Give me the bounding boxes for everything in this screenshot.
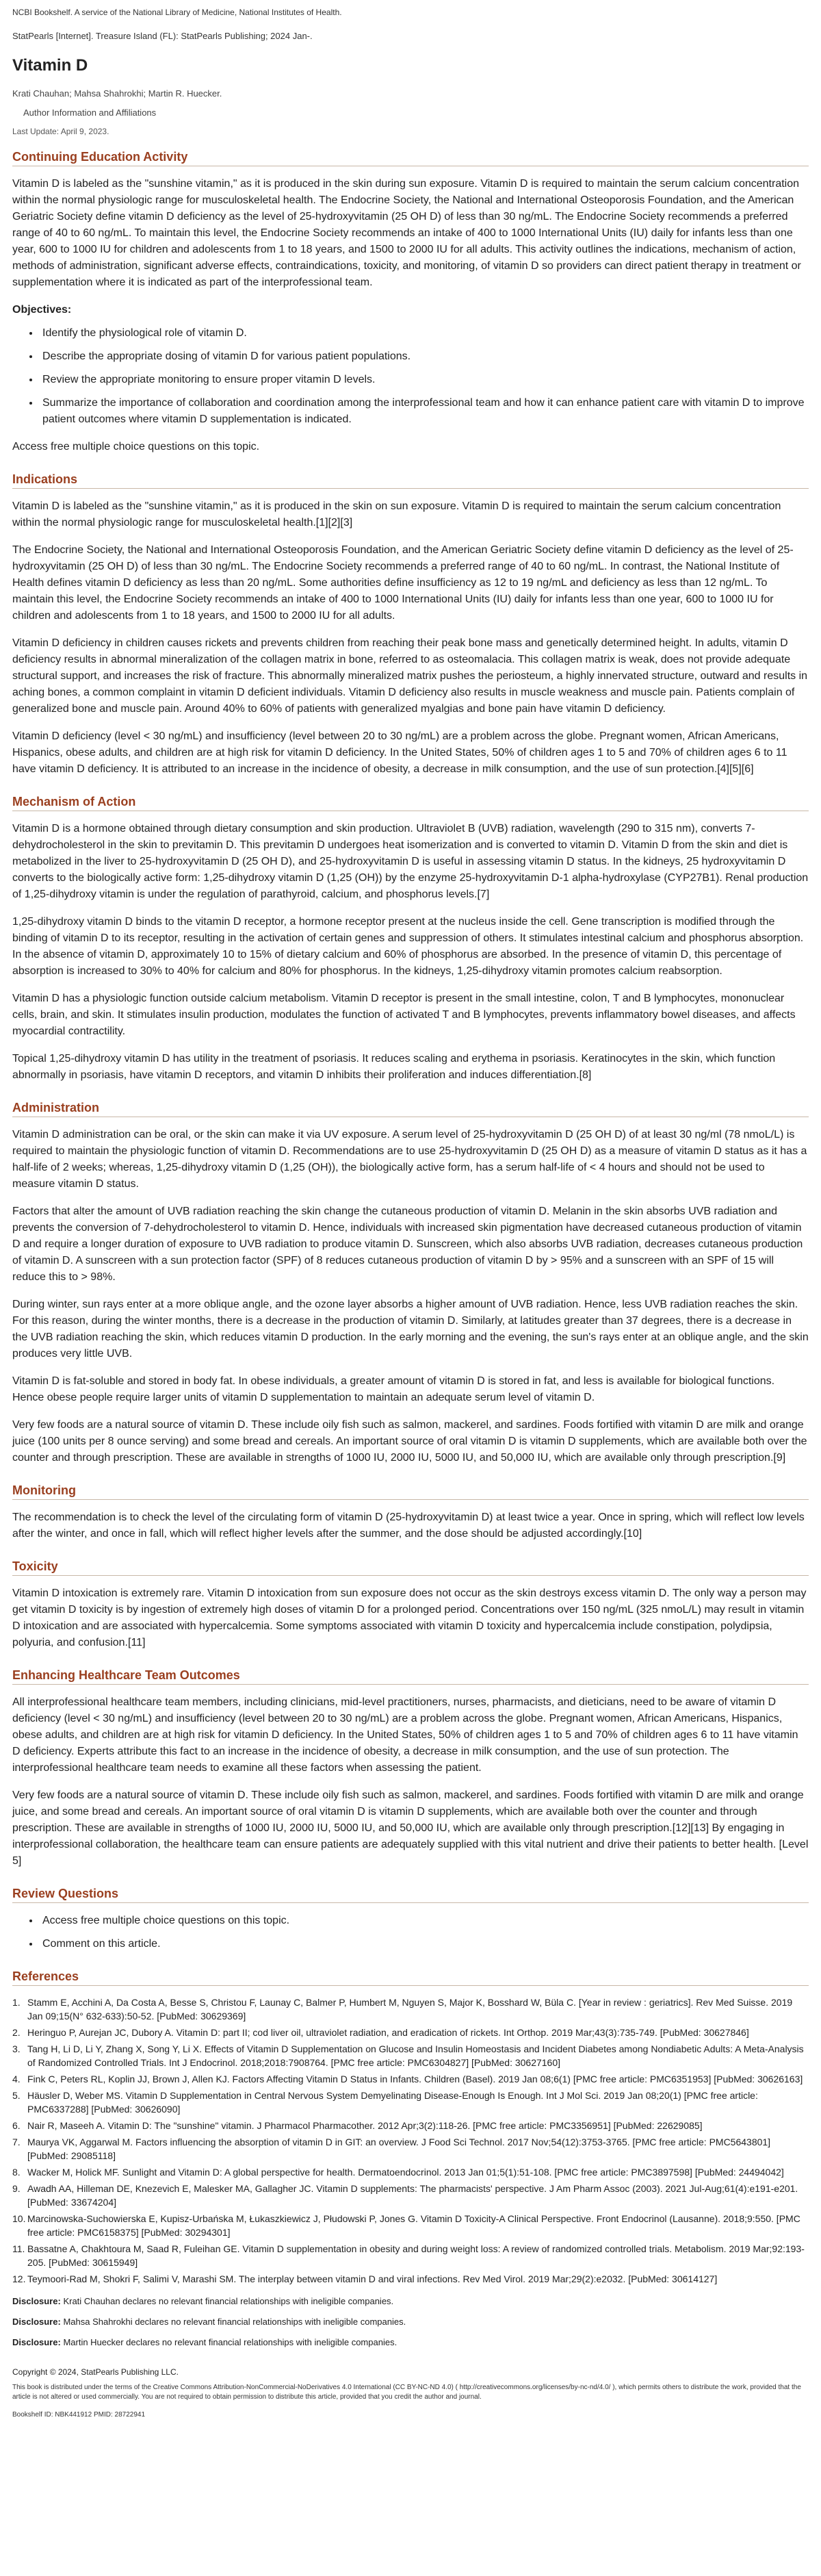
objectives-label: Objectives: [12,304,72,316]
disclosure [12,2316,809,2328]
copyright: Copyright © 2024, StatPearls Publishing LLC. [12,2367,179,2377]
disclosure-label: Disclosure: [12,2337,61,2347]
references-list [12,1995,809,2286]
section-heading-indications: Indications [12,472,809,489]
access-questions-link[interactable]: Access free multiple choice questions on this topic. [12,441,260,452]
paragraph: The recommendation is to check the level of the circulating form of vitamin D (25-hydroxyvitamin D) at least twice a year. Once in spring, which will reflect low levels after the winter, and once in fall, which will reflect higher levels after the summer, and the dose should be adjusted accordingly.[10] [12,1512,805,1540]
reference-item [12,2182,809,2209]
reference-text[interactable]: Fink C, Peters RL, Koplin JJ, Brown J, Allen KJ. Factors Affecting Vitamin D Status in Infants. Children (Basel). 2019 Jan 08;6(1) [PMC free article: PMC6351953] [PubMed: 30626163] [27,2074,803,2084]
objective-item: • Review the appropriate monitoring to ensure proper vitamin D levels. [40,372,809,388]
section-heading-toxicity: Toxicity [12,1559,809,1576]
page-title: Vitamin D [12,56,88,75]
reference-number: 3. [12,2043,21,2054]
paragraph: All interprofessional healthcare team members, including clinicians, mid-level practitioners, nurses, pharmacists, and dieticians, need to be aware of vitamin D deficiency (level < 30 ng/mL) and insufficiency (level between 20 to 30 ng/mL) are a problem across the globe. Pregnant women, African Americans, Hispanics, obese adults, and children are at high risk for vitamin D deficiency. In the United States, 50% of children ages 1 to 5 and 70% of children ages 6 to 11 have vitamin D deficiency. Experts attribute this fact to an increase in the incidence of obesity, a decrease in milk consumption, and the use of sun protection. The interprofessional healthcare team needs to examine all these factors when assessing the patient. [12,1696,798,1774]
book-series: StatPearls [Internet]. Treasure Island (FL): StatPearls Publishing; 2024 Jan-. [12,31,313,41]
disclosure-label: Disclosure: [12,2296,61,2306]
review-questions-list [40,1913,809,1952]
reference-item [12,2272,809,2286]
paragraph: Factors that alter the amount of UVB radiation reaching the skin change the cutaneous production of vitamin D. Melanin in the skin absorbs UVB radiation and prevents the conversion of 7-dehydrocholesterol to vitamin D. Hence, individuals with increased skin pigmentation have decreased cutaneous production of vitamin D and require a longer duration of exposure to UVB radiation to produce vitamin D. Sunscreen, which also absorbs UVB radiation, decreases cutaneous production of vitamin D. A sunscreen with a sun protection factor (SPF) of 8 reduces cutaneous production of vitamin D by > 95% and a sunscreen with an SPF of 15 will reduce this to > 98%. [12,1206,803,1283]
reference-text[interactable]: Teymoori-Rad M, Shokri F, Salimi V, Marashi SM. The interplay between vitamin D and viral infections. Rev Med Virol. 2019 Mar;29(2):e2032. [PubMed: 30614127] [27,2273,718,2284]
reference-item [12,2026,809,2039]
reference-number: 6. [12,2120,21,2131]
paragraph: Very few foods are a natural source of vitamin D. These include oily fish such as salmon, mackerel, and sardines. Foods fortified with vitamin D are milk and orange juice, and some bread and cereals. An important source of oral vitamin D is vitamin D supplements, which are available both over the counter and through prescription. These are available in strengths of 1000 IU, 2000 IU, 5000 IU, and 50,000 IU, which are available only through prescription.[12][13] By engaging in interprofessional collaboration, the healthcare team can ensure patients are adequately supplied with this vital nutrient and drive their patients to better health. [Level 5] [12,1789,809,1867]
reference-number: 2. [12,2027,21,2038]
license-text: This book is distributed under the terms of the Creative Commons Attribution-NonCommercial-NoDerivatives 4.0 International (CC BY-NC-ND 4.0) ( http://creativecommons.org/licenses/by-nc-nd/4.0/ ), which permits others to distribute the work, provided that the article is not altered or used commercially. You are not required to obtain permission to distribute this article, provided that you credit the author and journal. [12,2384,801,2401]
paragraph: Vitamin D is fat-soluble and stored in body fat. In obese individuals, a greater amount of vitamin D is stored in fat, and less is available for biological functions. Hence obese people require larger units of vitamin D supplementation to maintain an adequate serum level of vitamin D. [12,1375,775,1403]
reference-item [12,2242,809,2269]
paragraph: Vitamin D is labeled as the "sunshine vitamin," as it is produced in the skin during sun exposure. Vitamin D is required to maintain the serum calcium concentration within the normal physiologic range for musculoskeletal health. The Endocrine Society, the National and International Osteoporosis Foundation, and the American Geriatric Society define vitamin D deficiency as the level of 25-hydroxyvitamin (25 OH D) of less than 30 ng/mL. The Endocrine Society recommends a preferred range of 40 to 60 ng/mL. To maintain this level, the Endocrine Society recommends an intake of 400 to 1000 International Units (IU) daily for infants less than one year, 600 to 1000 IU for children and adolescents from 1 to 18 years, and 1500 to 2000 IU for all adults. This activity outlines the indications, mechanism of action, methods of administration, significant adverse effects, contraindications, toxicity, and monitoring, of vitamin D so providers can direct patient therapy in treatment or supplementation where it is indicated as part of the interprofessional team. [12,178,801,288]
reference-item [12,2135,809,2163]
disclosure-text: Martin Huecker declares no relevant financial relationships with ineligible companies. [63,2337,398,2347]
disclosure-label: Disclosure: [12,2317,61,2327]
section-heading-enhancing-outcomes: Enhancing Healthcare Team Outcomes [12,1668,809,1685]
reference-number: 9. [12,2183,21,2194]
disclosure-text: Krati Chauhan declares no relevant financial relationships with ineligible companies. [63,2296,394,2306]
reference-text[interactable]: Tang H, Li D, Li Y, Zhang X, Song Y, Li X. Effects of Vitamin D Supplementation on Glucose and Insulin Homeostasis and Incident Diabetes among Nondiabetic Adults: A Meta-Analysis of Randomized Controlled Trials. Int J Endocrinol. 2018;2018:7908764. [PMC free article: PMC6304827] [PubMed: 30627160] [27,2043,804,2068]
disclosure-text: Mahsa Shahrokhi declares no relevant financial relationships with ineligible companies. [63,2317,406,2327]
reference-text[interactable]: Häusler D, Weber MS. Vitamin D Supplementation in Central Nervous System Demyelinating Disease-Enough Is Enough. Int J Mol Sci. 2019 Jan 08;20(1) [PMC free article: PMC6337288] [PubMed: 30626090] [27,2090,758,2115]
paragraph: Vitamin D intoxication is extremely rare. Vitamin D intoxication from sun exposure does not occur as the skin destroys excess vitamin D. The only way a person may get vitamin D toxicity is by ingestion of extremely high doses of vitamin D for a prolonged period. Concentrations over 150 ng/mL (325 nmoL/L) may result in vitamin D intoxication and are associated with hypercalcemia. Some symptoms associated with vitamin D toxicity and hypercalcemia include constipation, polydipsia, polyuria, and confusion.[11] [12,1587,807,1648]
paragraph: 1,25-dihydroxy vitamin D binds to the vitamin D receptor, a hormone receptor present at the nucleus inside the cell. Gene transcription is modified through the binding of vitamin D to its receptor, resulting in the activation of certain genes and suppression of others. It stimulates intestinal calcium and phosphorus absorption. In the absence of vitamin D, approximately 10 to 15% of dietary calcium and 60% of phosphorus are absorbed. In the presence of vitamin D, this percentage of absorption is increased to 30% to 40% for calcium and 80% for phosphorus. In the kidneys, 1,25-dihydroxy vitamin promotes calcium reabsorption. [12,916,804,977]
reference-number: 11. [12,2243,25,2254]
reference-text[interactable]: Awadh AA, Hilleman DE, Knezevich E, Malesker MA, Gallagher JC. Vitamin D supplements: The pharmacists' perspective. J Am Pharm Assoc (2003). 2021 Jul-Aug;61(4):e191-e201. [PubMed: 33674204] [27,2183,798,2208]
reference-text[interactable]: Nair R, Maseeh A. Vitamin D: The "sunshine" vitamin. J Pharmacol Pharmacother. 2012 Apr;3(2):118-26. [PMC free article: PMC3356951] [PubMed: 22629085] [27,2120,703,2131]
section-heading-continuing-education: Continuing Education Activity [12,149,809,166]
authors: Krati Chauhan; Mahsa Shahrokhi; Martin R. Huecker. [12,88,222,99]
author-affiliations-link[interactable]: Author Information and Affiliations [23,107,157,118]
bookshelf-ids: Bookshelf ID: NBK441912 PMID: 28722941 [12,2411,146,2419]
reference-text[interactable]: Maurya VK, Aggarwal M. Factors influencing the absorption of vitamin D in GIT: an overview. J Food Sci Technol. 2017 Nov;54(12):3753-3765. [PMC free article: PMC5643801] [PubMed: 29085118] [27,2137,771,2161]
reference-number: 8. [12,2167,21,2178]
section-heading-administration: Administration [12,1100,809,1117]
paragraph: Vitamin D administration can be oral, or the skin can make it via UV exposure. A serum level of 25-hydroxyvitamin D (25 OH D) of at least 30 ng/ml (78 nmoL/L) is required to maintain the physiologic function of vitamin D. Recommendations are to use 25-hydroxyvitamin D (25 OH D) as a measure of vitamin D status as it has a half-life of 2 weeks; whereas, 1,25-dihydroxy vitamin D (1,25 (OH)), the biologically active form, has a serum half-life of < 4 hours and should not be used to measure vitamin D status. [12,1129,807,1190]
paragraph: Vitamin D is labeled as the "sunshine vitamin," as it is produced in the skin on sun exposure. Vitamin D is required to maintain the serum calcium concentration within the normal physiologic range for musculoskeletal health.[1][2][3] [12,500,781,528]
reference-text[interactable]: Bassatne A, Chakhtoura M, Saad R, Fuleihan GE. Vitamin D supplementation in obesity and during weight loss: A review of randomized controlled trials. Metabolism. 2019 Mar;92:193-205. [PubMed: 30615949] [27,2243,805,2268]
reference-item [12,2089,809,2116]
reference-item [12,2212,809,2239]
paragraph: Vitamin D deficiency (level < 30 ng/mL) and insufficiency (level between 20 to 30 ng/mL) are a problem across the globe. Pregnant women, African Americans, Hispanics, obese adults, and children are at high risk for vitamin D deficiency. In the United States, 50% of children ages 1 to 5 and 70% of children ages 6 to 11 have vitamin D deficiency. It is attributed to an increase in the incidence of obesity, a decrease in milk consumption, and the use of sun protection.[4][5][6] [12,730,787,775]
paragraph: Vitamin D deficiency in children causes rickets and prevents children from reaching their peak bone mass and genetically determined height. In adults, vitamin D deficiency results in abnormal mineralization of the collagen matrix in bone, referred to as osteomalacia. This collagen matrix is weak, does not provide adequate structural support, and increases the risk of fracture. This abnormally mineralized matrix pushes the periosteum, a highly innervated structure, outward and results in aching bones, a common complaint in vitamin D deficient individuals. Vitamin D deficiency also results in muscle weakness and muscle pain. Patients complain of generalized bone and muscle pain. Around 40% to 60% of patients with generalized myalgias and bone pain have vitamin D deficiency. [12,637,808,715]
paragraph: During winter, sun rays enter at a more oblique angle, and the ozone layer absorbs a higher amount of UVB radiation. Hence, less UVB radiation reaches the skin. For this reason, during the winter months, there is a decrease in the production of vitamin D. Similarly, at latitudes greater than 37 degrees, there is a decrease in the UVB radiation reaching the skin, which reduces vitamin D production. In the early morning and the evening, the sun's rays enter at an oblique angle, and the skin produces very little UVB. [12,1299,809,1360]
section-heading-review-questions: Review Questions [12,1886,809,1903]
reference-number: 12. [12,2273,26,2284]
objectives-list [40,325,809,428]
access-questions-link[interactable]: • Access free multiple choice questions on this topic. [40,1913,809,1929]
section-heading-references: References [12,1969,809,1986]
reference-number: 4. [12,2074,21,2084]
paragraph: Vitamin D has a physiologic function outside calcium metabolism. Vitamin D receptor is present in the small intestine, colon, T and B lymphocytes, mononuclear cells, brain, and skin. It stimulates insulin production, modulates the function of activated T and B lymphocytes, prevents inflammatory bowel diseases, and affects myocardial contractility. [12,993,796,1037]
disclosure [12,2336,809,2349]
reference-text[interactable]: Heringuo P, Aurejan JC, Dubory A. Vitamin D: part II; cod liver oil, ultraviolet radiation, and eradication of rickets. Int Orthop. 2019 Mar;43(3):735-749. [PubMed: 30627846] [27,2027,749,2038]
objective-item: • Summarize the importance of collaboration and coordination among the interprofessional team and how it can enhance patient care with vitamin D to improve patient outcomes where vitamin D supplementation is indicated. [40,395,809,428]
reference-item [12,2119,809,2132]
reference-number: 7. [12,2137,21,2147]
ncbi-service-note: NCBI Bookshelf. A service of the National Library of Medicine, National Institutes of Health. [12,8,342,17]
reference-item [12,2042,809,2069]
reference-number: 5. [12,2090,21,2101]
reference-item [12,1995,809,2023]
paragraph: Vitamin D is a hormone obtained through dietary consumption and skin production. Ultraviolet B (UVB) radiation, wavelength (290 to 315 nm), converts 7-dehydrocholesterol in the skin to previtamin D. This previtamin D undergoes heat isomerization and is converted to vitamin D. Vitamin D from the skin and diet is metabolized in the liver to 25-hydroxyvitamin D (25 OH D), and 25-hydroxyvitamin D is useful in assessing vitamin D status. In the kidneys, 25 hydroxyvitamin D converts to the biologically active form: 1,25-dihydroxy vitamin D (1,25 (OH)) by the enzyme 25-hydroxyvitamin D-1 alpha-hydroxylase (CYP27B1). Renal production of 1,25-dihydroxy vitamin is under the regulation of parathyroid, calcium, and phosphorus levels.[7] [12,823,809,900]
comment-link[interactable]: • Comment on this article. [40,1936,809,1952]
reference-text[interactable]: Wacker M, Holick MF. Sunlight and Vitamin D: A global perspective for health. Dermatoendocrinol. 2013 Jan 01;5(1):51-108. [PMC free article: PMC3897598] [PubMed: 24494042] [27,2167,784,2178]
disclosure [12,2295,809,2308]
paragraph: The Endocrine Society, the National and International Osteoporosis Foundation, and the American Geriatric Society define vitamin D deficiency as the level of 25-hydroxyvitamin (25 OH D) of less than 30 ng/mL. The Endocrine Society recommends a preferred range of 40 to 60 ng/mL. In contrast, the National Institute of Health defines vitamin D deficiency as less than 20 ng/mL. Some authorities define insufficiency as 12 to 19 ng/mL and deficiency as less than 12 ng/mL. To maintain this level, the Endocrine Society recommends an intake of 400 to 1000 International Units (IU) daily for infants less than one year, 600 to 1000 IU for children and adolescents from 1 to 18 years, and 1500 to 2000 IU for all adults. [12,544,794,622]
reference-text[interactable]: Stamm E, Acchini A, Da Costa A, Besse S, Christou F, Launay C, Balmer P, Humbert M, Nguyen S, Major K, Bosshard W, Büla C. [Year in review : geriatrics]. Rev Med Suisse. 2019 Jan 09;15(N° 632-633):50-52. [PubMed: 30629369] [27,1997,793,2022]
reference-number: 10. [12,2213,26,2224]
paragraph: Topical 1,25-dihydroxy vitamin D has utility in the treatment of psoriasis. It reduces scaling and erythema in psoriasis. Keratinocytes in the skin, which function abnormally in psoriasis, have vitamin D receptors, and vitamin D inhibits their proliferation and induces differentiation.[8] [12,1053,776,1081]
reference-item [12,2072,809,2086]
reference-item [12,2165,809,2179]
section-heading-mechanism: Mechanism of Action [12,794,809,811]
section-heading-monitoring: Monitoring [12,1483,809,1500]
reference-text[interactable]: Marcinowska-Suchowierska E, Kupisz-Urbańska M, Łukaszkiewicz J, Płudowski P, Jones G. Vitamin D Toxicity-A Clinical Perspective. Front Endocrinol (Lausanne). 2018;9:550. [PMC free article: PMC6158375] [PubMed: 30294301] [27,2213,800,2238]
objective-item: • Identify the physiological role of vitamin D. [40,325,809,342]
reference-number: 1. [12,1997,21,2008]
paragraph: Very few foods are a natural source of vitamin D. These include oily fish such as salmon, mackerel, and sardines. Foods fortified with vitamin D are milk and orange juice (100 units per 8 ounce serving) and some bread and cereals. An important source of oral vitamin D is vitamin D supplements, which are available both over the counter and through prescription. These are available in strengths of 1000 IU, 2000 IU, 5000 IU, and 50,000 IU, which are available only through prescription.[9] [12,1419,807,1464]
objective-item: • Describe the appropriate dosing of vitamin D for various patient populations. [40,348,809,365]
last-update: Last Update: April 9, 2023. [12,127,109,136]
